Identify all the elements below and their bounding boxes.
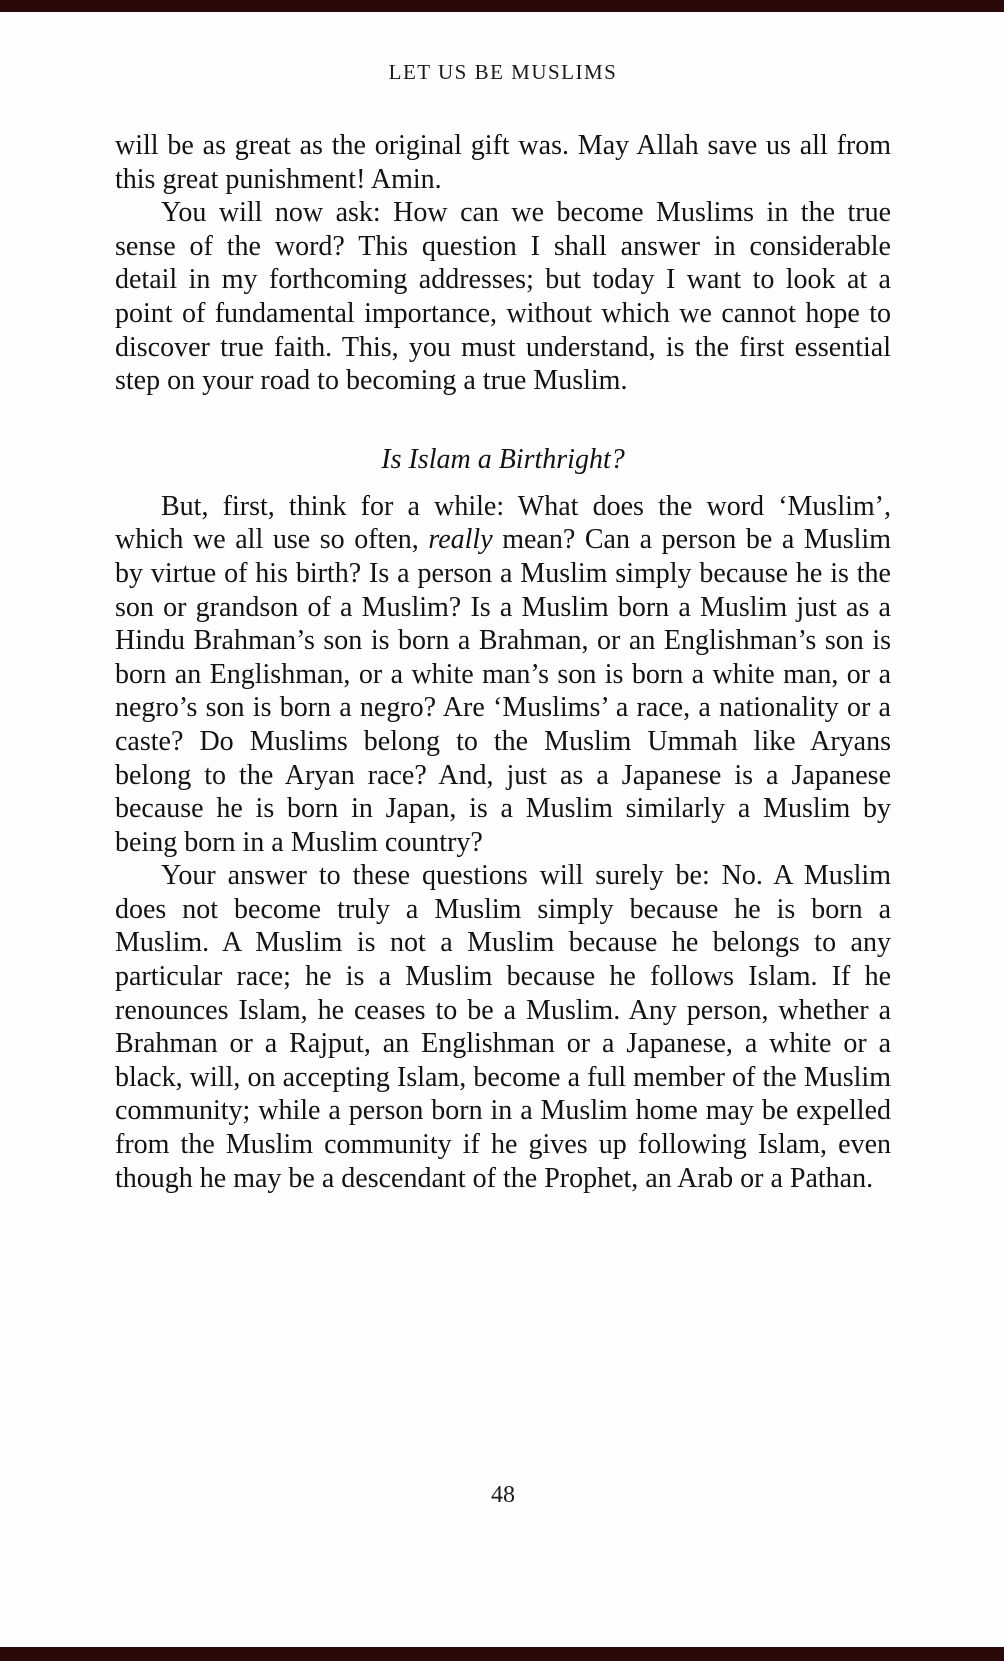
page-number: 48 — [491, 1482, 515, 1508]
paragraph-emphasis: really — [428, 524, 493, 556]
scan-edge-bottom — [0, 1647, 1004, 1661]
running-header: LET US BE MUSLIMS — [388, 60, 618, 84]
paragraph — [115, 490, 891, 860]
paragraph: You will now ask: How can we become Muslims in the true sense of the word? This question I shall answer in considerable detail in my forthcoming addresses; but today I want to look at a point of fundamental importance, without which we cannot hope to discover true faith. This, you must understand, is the first essential step on your road to becoming a true Muslim. — [115, 197, 891, 397]
paragraph-text: mean? Can a person be a Muslim by virtue of his birth? Is a person a Muslim simply because he is the son or grandson of a Muslim? Is a Muslim born a Muslim just as a Hindu Brahman’s son is born a Brahman, or an Englishman’s son is born an Englishman, or a white man’s son is born a white man, or a negro’s son is born a negro? Are ‘Muslims’ a race, a nationality or a caste? Do Muslims belong to the Muslim Ummah like Aryans belong to the Aryan race? And, just as a Japanese is a Japanese because he is born in Japan, is a Muslim similarly a Muslim by being born in a Muslim country? — [115, 524, 891, 858]
paragraph-continuation: will be as great as the original gift was. May Allah save us all from this great punishment! Amin. — [115, 130, 891, 195]
page-body — [115, 0, 891, 1661]
paragraph-text: But, first, think for a while: What does the word ‘Muslim’, which we all use so often, — [115, 490, 891, 556]
text-block — [115, 129, 891, 1195]
paragraph: Your answer to these questions will surely be: No. A Muslim does not become truly a Muslim simply because he is born a Muslim. A Muslim is not a Muslim because he belongs to any particular race; he is a Muslim because he follows Islam. If he renounces Islam, he ceases to be a Muslim. Any person, whether a Brahman or a Rajput, an Englishman or a Japanese, a white or a black, will, on accepting Islam, become a full member of the Muslim community; while a person born in a Muslim home may be expelled from the Muslim community if he gives up following Islam, even though he may be a descendant of the Prophet, an Arab or a Pathan. — [115, 860, 891, 1194]
section-heading: Is Islam a Birthright? — [381, 443, 625, 475]
